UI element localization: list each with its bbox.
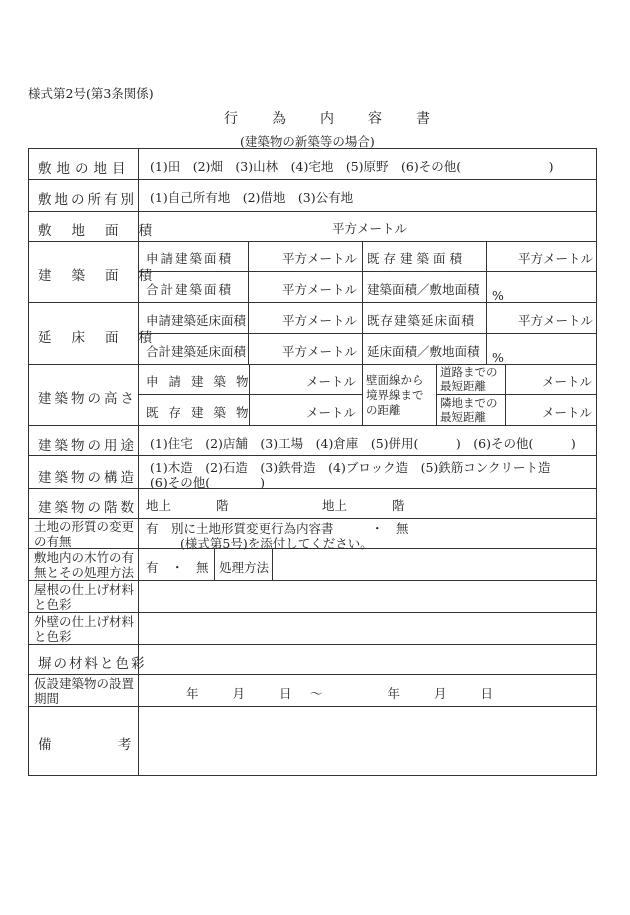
applied-height-unit: メートル [306,374,357,389]
existing-building-area-unit: 平方メートル [518,251,594,266]
form-number: 様式第2号(第3条関係) [28,86,154,101]
site-area-unit: 平方メートル [332,221,408,236]
page-title: 行為内容書 [224,111,464,127]
floor-area-percent: % [492,350,504,365]
floors-unit-2: 階 [392,498,405,513]
label-remarks-left: 備 [38,737,52,753]
neighbor-distance-unit: メートル [542,405,593,420]
label-applied-floor-area: 申請建築延床面積 [146,313,247,328]
label-building-floors: 建築物の階数 [38,500,137,516]
label-building-coverage-ratio: 建築面積／敷地面積 [367,282,480,297]
label-existing-building: 既存建築物 [146,405,259,420]
floors-above-label-1: 地上 [146,498,172,513]
temporary-period-dates[interactable]: 年 月 日 ～ 年 月 日 [186,686,497,701]
land-ownership-options[interactable]: (1)自己所有地 (2)借地 (3)公有地 [150,190,354,205]
label-temporary-period: 仮設建築物の設置 期間 [34,676,135,706]
building-structure-options-line2[interactable]: (6)その他( ) [150,475,265,490]
trees-choice[interactable]: 有 ・ 無 [146,560,209,575]
label-fence: 塀の材料と色彩 [38,656,147,672]
label-roof: 屋根の仕上げ材料 と色彩 [34,582,135,612]
label-land-change: 土地の形質の変更 の有無 [34,519,135,549]
label-remarks-right: 考 [118,737,132,753]
building-coverage-percent: % [492,288,504,303]
label-land-category: 敷地の地目 [38,161,131,177]
road-distance-unit: メートル [542,374,593,389]
label-applied-building: 申請建築物 [146,374,259,389]
existing-height-unit: メートル [306,405,357,420]
applied-floor-area-unit: 平方メートル [282,313,358,328]
page-subtitle: (建築物の新築等の場合) [240,134,375,149]
label-total-building-area: 合計建築面積 [146,282,234,297]
total-floor-area-unit: 平方メートル [282,344,358,359]
label-exterior-wall: 外壁の仕上げ材料 と色彩 [34,614,135,644]
label-building-height: 建築物の高さ [38,391,137,407]
existing-floor-area-unit: 平方メートル [518,313,594,328]
label-trees-method: 処理方法 [219,560,270,575]
applied-building-area-unit: 平方メートル [282,251,358,266]
land-category-options[interactable]: (1)田 (2)畑 (3)山林 (4)宅地 (5)原野 (6)その他( ) [150,159,554,174]
land-change-text-line2: (様式第5号)を添付してください。 [180,536,373,551]
building-structure-options-line1[interactable]: (1)木造 (2)石造 (3)鉄骨造 (4)ブロック造 (5)鉄筋コンクリート造 [150,460,551,475]
label-site-area: 敷地面積 [38,223,172,239]
label-neighbor-distance: 隣地までの 最短距離 [440,396,498,424]
label-building-area: 建築面積 [38,268,172,284]
building-use-options[interactable]: (1)住宅 (2)店舗 (3)工場 (4)倉庫 (5)併用( ) (6)その他( ) [150,436,576,451]
label-applied-building-area: 申請建築面積 [146,251,234,266]
total-building-area-unit: 平方メートル [282,282,358,297]
label-existing-floor-area: 既存建築延床面積 [367,313,476,328]
land-change-text-line1[interactable]: 有 別に土地形質変更行為内容書 ・ 無 [146,521,409,536]
label-total-floor-area: 合計建築延床面積 [146,344,247,359]
floors-unit-1: 階 [216,498,229,513]
label-floor-area: 延床面積 [38,330,172,346]
label-road-distance: 道路までの 最短距離 [440,365,498,393]
label-wall-line-distance: 壁面線から 境界線まで の距離 [366,373,424,417]
label-floor-area-ratio: 延床面積／敷地面積 [367,344,480,359]
label-existing-building-area: 既存建築面積 [367,251,467,266]
floors-above-label-2: 地上 [322,498,348,513]
label-building-use: 建築物の用途 [38,438,137,454]
label-land-ownership: 敷地の所有別 [38,192,137,208]
label-trees: 敷地内の木竹の有 無とその処理方法 [34,550,135,580]
label-building-structure: 建築物の構造 [38,470,137,486]
